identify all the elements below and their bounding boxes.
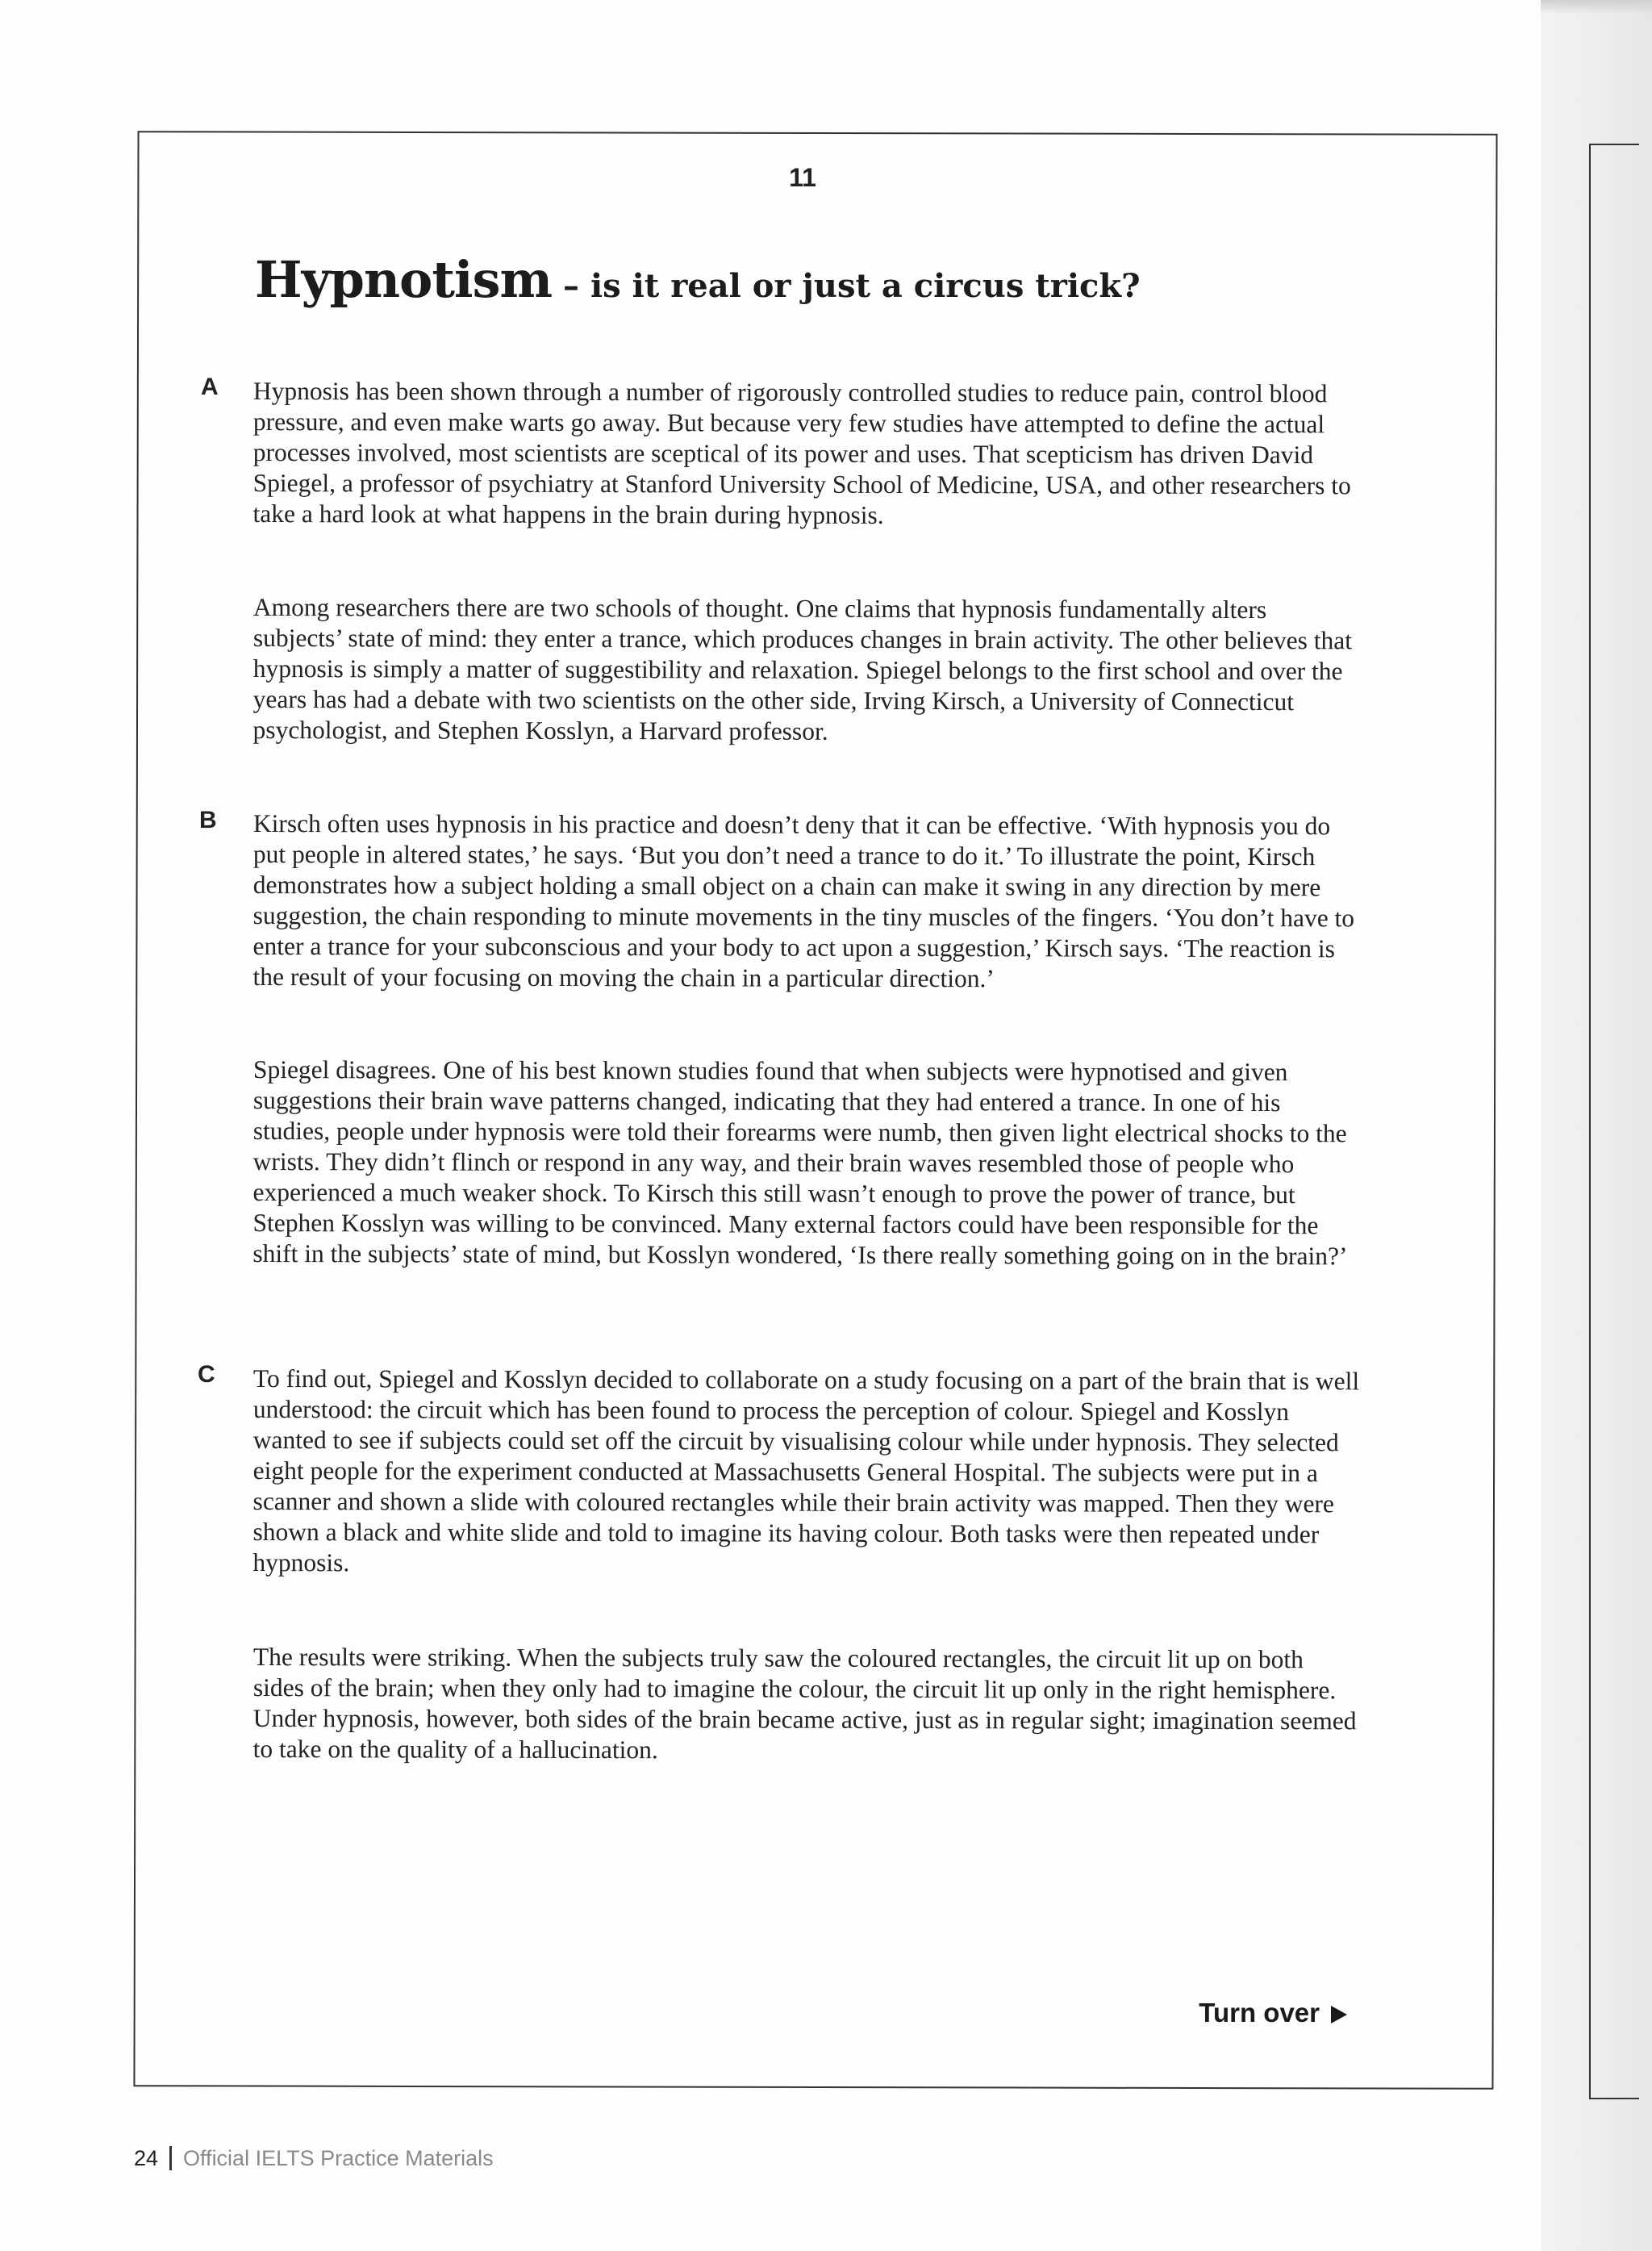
paragraph-a1: Hypnosis has been shown through a number of rigorously controlled studies to reduce pain, control blood pressure, and even make warts go away. But because very few studies have attempted to define the actual processes involved, most scientists are sceptical of its power and uses. That scepticism has driven David Spiegel, a professor of psychiatry at Stanford University School of Medicine, USA, and other researchers to take a hard look at what happens in the brain during hypnosis. (252, 377, 1351, 529)
paragraph-b2: Spiegel disagrees. One of his best known studies found that when subjects were hypnotised and given suggestions their brain wave patterns changed, indicating that they had entered a trance. In one of his studies, people under hypnosis were told their forearms were numb, then given light electrical shocks to the wrists. They didn’t flinch or respond in any way, and their brain waves resembled those of people who experienced a much weaker shock. To Kirsch this still wasn’t enough to prove the power of trance, but Stephen Kosslyn was willing to be convinced. Many external factors could have been responsible for the shift in the subjects’ state of mind, but Kosslyn wondered, ‘Is there really something going on in the brain?’ (252, 1055, 1348, 1271)
section-letter-c: C (198, 1361, 215, 1388)
facing-page-edge-shadow (1541, 0, 1652, 15)
turn-over-label (1199, 1998, 1347, 2028)
facing-page-frame (1589, 144, 1639, 2099)
title-main: Hypnotism (255, 250, 553, 309)
passage-title (255, 250, 1141, 309)
title-dash: – (552, 267, 590, 305)
footer-page-number: 24 (134, 2146, 159, 2170)
footer-book-title: Official IELTS Practice Materials (183, 2146, 494, 2170)
section-letter-a: A (201, 374, 219, 400)
section-letter-b: B (199, 807, 217, 833)
page-footer (134, 2146, 494, 2171)
paragraph-b1: Kirsch often uses hypnosis in his practice and doesn’t deny that it can be effective. ‘With hypnosis you do put people in altered states,’ he says. ‘But you don’t need a trance to do it.’ To illustrate the point, Kirsch demonstrates how a subject holding a small object on a chain can make it swing in any direction by mere suggestion, the chain responding to minute movements in the tiny muscles of the fingers. ‘You don’t have to enter a trance for your subconscious and your body to act upon a suggestion,’ Kirsch says. ‘The reaction is the result of your focusing on moving the chain in a particular direction.’ (252, 809, 1355, 993)
paragraph-c1: To find out, Spiegel and Kosslyn decided to collaborate on a study focusing on a part of the brain that is well understood: the circuit which has been found to process the perception of colour. Spiegel and Kosslyn wanted to see if subjects could set off the circuit by visualising colour while under hypnosis. They selected eight people for the experiment conducted at Massachusetts General Hospital. The subjects were put in a scanner and shown a slide with coloured rectangles while their brain activity was mapped. Then they were shown a black and white slide and told to imagine its having colour. Both tasks were then repeated under hypnosis. (252, 1364, 1360, 1577)
footer-separator (169, 2146, 172, 2170)
paragraph-c2: The results were striking. When the subjects truly saw the coloured rectangles, the circuit lit up on both sides of the brain; when they only had to imagine the colour, the circuit lit up only in the right hemisphere. Under hypnosis, however, both sides of the brain became active, just as in regular sight; imagination seemed to take on the quality of a hallucination. (252, 1643, 1357, 1764)
title-subtitle: is it real or just a circus trick? (590, 267, 1141, 305)
paragraph-a2: Among researchers there are two schools of thought. One claims that hypnosis fundamentally alters subjects’ state of mind: they enter a trance, which produces changes in brain activity. The other believes that hypnosis is simply a matter of suggestibility and relaxation. Spiegel belongs to the first school and over the years has had a debate with two scientists on the other side, Irving Kirsch, a University of Connecticut psychologist, and Stephen Kosslyn, a Harvard professor. (252, 593, 1353, 745)
play-arrow-icon (1331, 2006, 1347, 2023)
turn-over-text: Turn over (1199, 1998, 1320, 2028)
page-number: 11 (789, 163, 816, 192)
